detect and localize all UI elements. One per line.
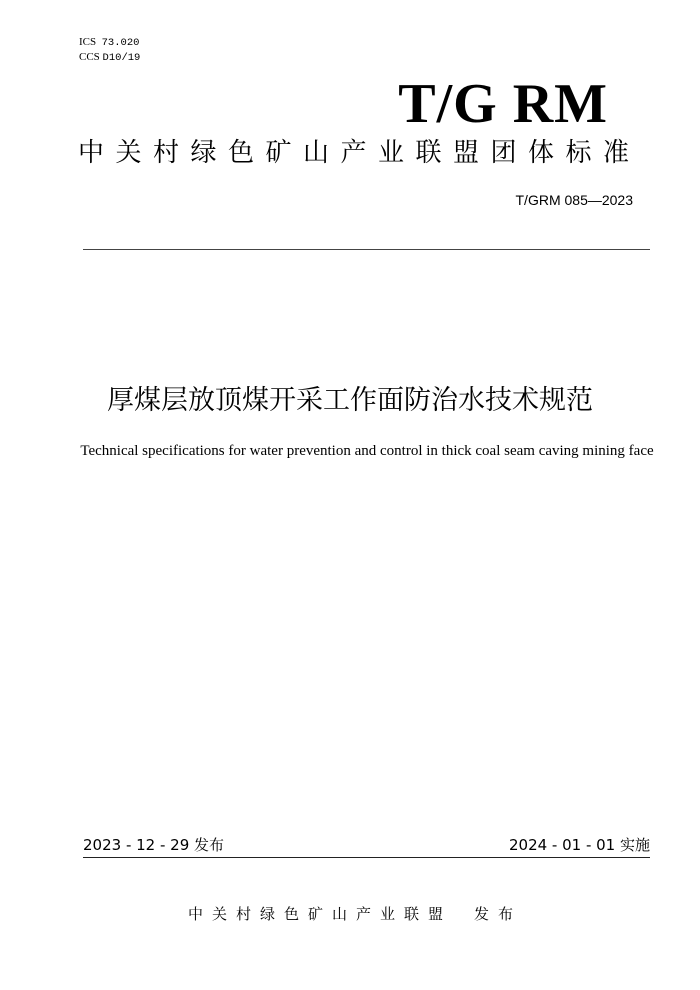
publisher-line bbox=[188, 903, 522, 925]
document-title-chinese: 厚煤层放顶煤开采工作面防治水技术规范 bbox=[107, 385, 593, 416]
ccs-line bbox=[79, 50, 140, 65]
publisher-name: 中关村绿色矿山产业联盟 bbox=[188, 905, 453, 923]
ics-label: ICS bbox=[79, 36, 97, 48]
classification-codes bbox=[79, 35, 140, 65]
publish-date: 2023 - 12 - 29 发布 bbox=[83, 836, 225, 854]
document-title-english: Technical specifications for water prevention and control in thick coal seam caving mining face bbox=[80, 443, 654, 459]
ics-line bbox=[79, 35, 140, 50]
ccs-code: D10/19 bbox=[102, 52, 141, 64]
org-standard-title: 中关村绿色矿山产业联盟团体标准 bbox=[78, 138, 641, 168]
header-divider bbox=[83, 249, 650, 250]
implementation-date: 2024 - 01 - 01 实施 bbox=[508, 836, 650, 854]
standard-logo: T/G RM bbox=[398, 73, 608, 135]
ccs-label: CCS bbox=[79, 51, 100, 63]
standard-number: T/GRM 085—2023 bbox=[515, 192, 633, 208]
footer-divider bbox=[83, 857, 650, 858]
ics-code: 73.020 bbox=[101, 37, 140, 49]
publish-action: 发布 bbox=[474, 905, 523, 923]
